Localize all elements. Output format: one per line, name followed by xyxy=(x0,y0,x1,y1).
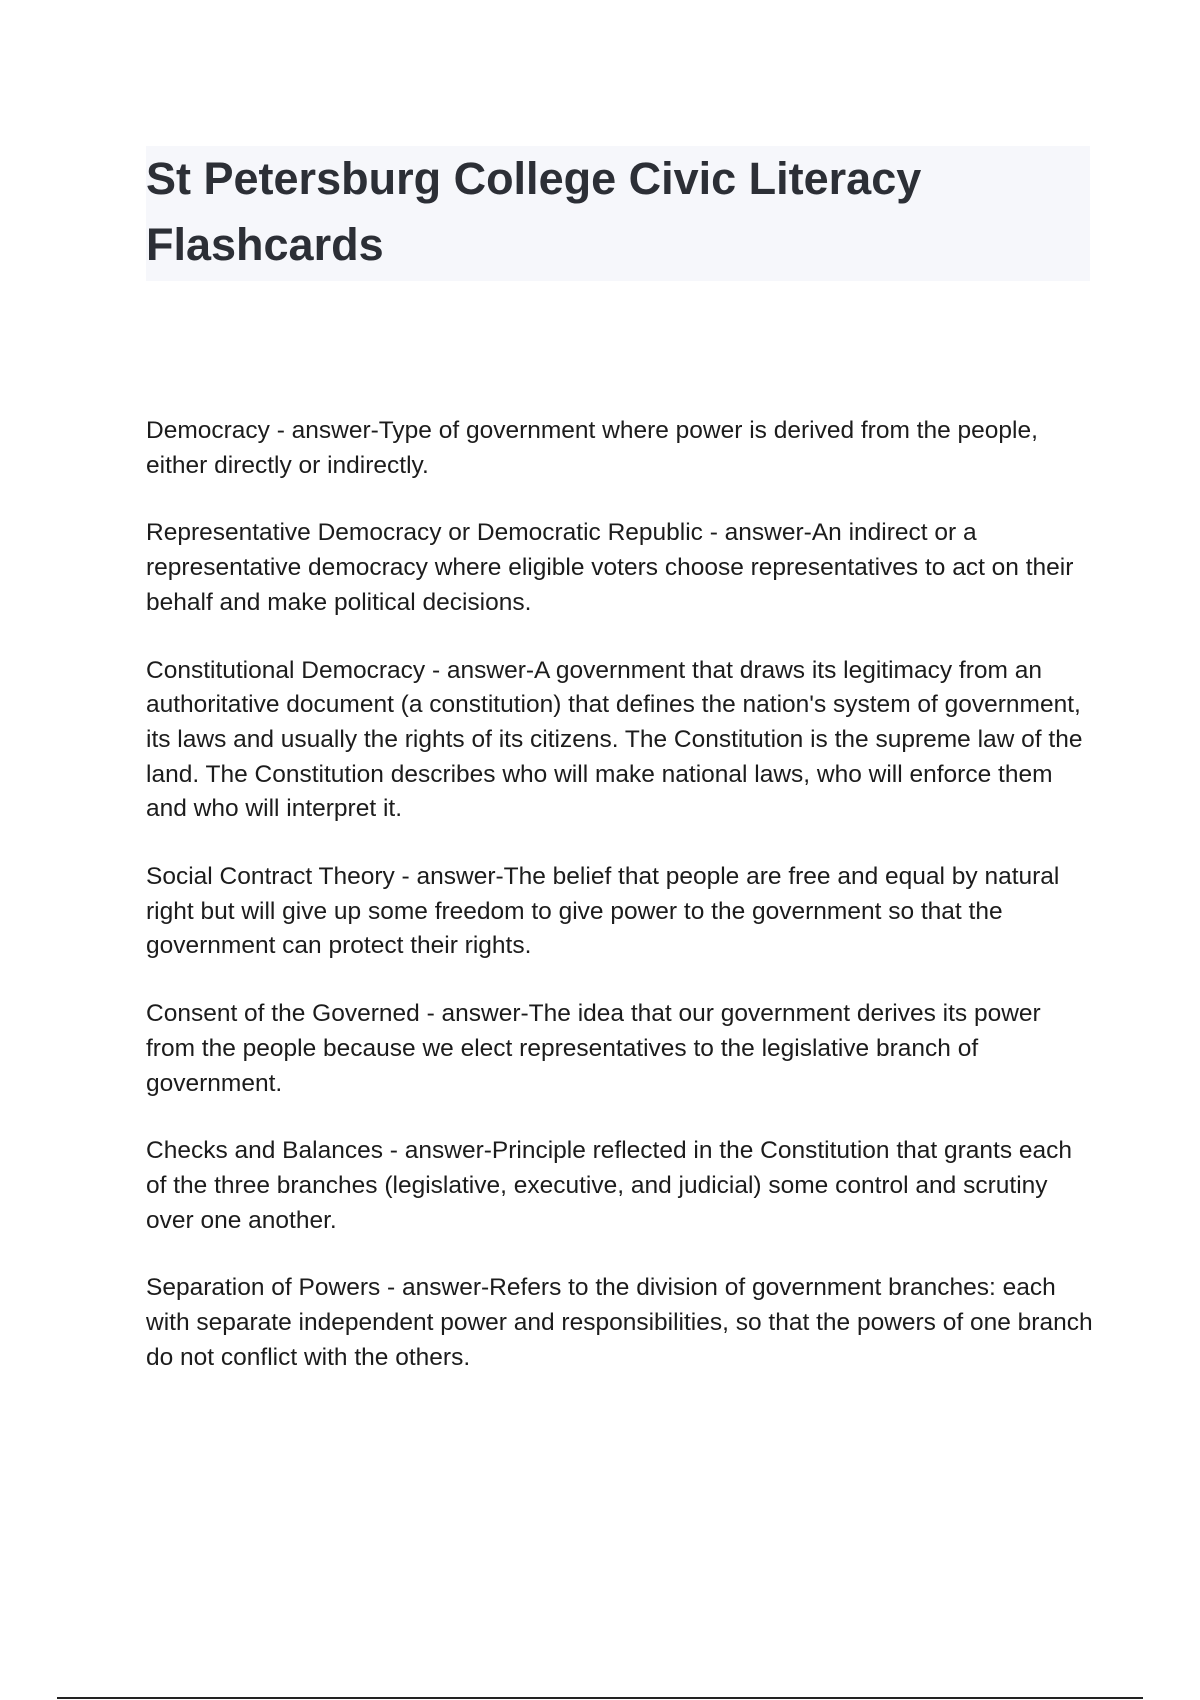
flashcard-entry-constitutional-democracy: Constitutional Democracy - answer-A government that draws its legitimacy from an authoritative document (a constitution) that defines the nation's system of government, its laws and usually the rights of its citizens. The Constitution is the supreme law of the land. The Constitution describes who will make national laws, who will enforce them and who will interpret it. xyxy=(146,656,1083,823)
flashcard-entry-democracy: Democracy - answer-Type of government where power is derived from the people, either directly or indirectly. xyxy=(146,417,1038,479)
flashcard-entry-consent-of-the-governed: Consent of the Governed - answer-The idea that our government derives its power from the people because we elect representatives to the legislative branch of government. xyxy=(146,1000,1041,1097)
title-block xyxy=(146,146,1090,281)
flashcard-entry-checks-and-balances: Checks and Balances - answer-Principle reflected in the Constitution that grants each of the three branches (legislative, executive, and judicial) some control and scrutiny over one another. xyxy=(146,1137,1073,1234)
flashcard-entry-separation-of-powers: Separation of Powers - answer-Refers to the division of government branches: each with separate independent power and responsibilities, so that the powers of one branch do not conflict with the others. xyxy=(146,1274,1093,1371)
flashcard-list xyxy=(146,414,1096,1408)
page-bottom-divider xyxy=(57,1697,1143,1699)
page-title: St Petersburg College Civic Literacy Flashcards xyxy=(146,153,922,270)
flashcard-entry-representative-democracy: Representative Democracy or Democratic Republic - answer-An indirect or a representative democracy where eligible voters choose representatives to act on their behalf and make political decisions. xyxy=(146,519,1074,616)
flashcard-entry-social-contract-theory: Social Contract Theory - answer-The belief that people are free and equal by natural right but will give up some freedom to give power to the government so that the government can protect their rights. xyxy=(146,863,1060,960)
